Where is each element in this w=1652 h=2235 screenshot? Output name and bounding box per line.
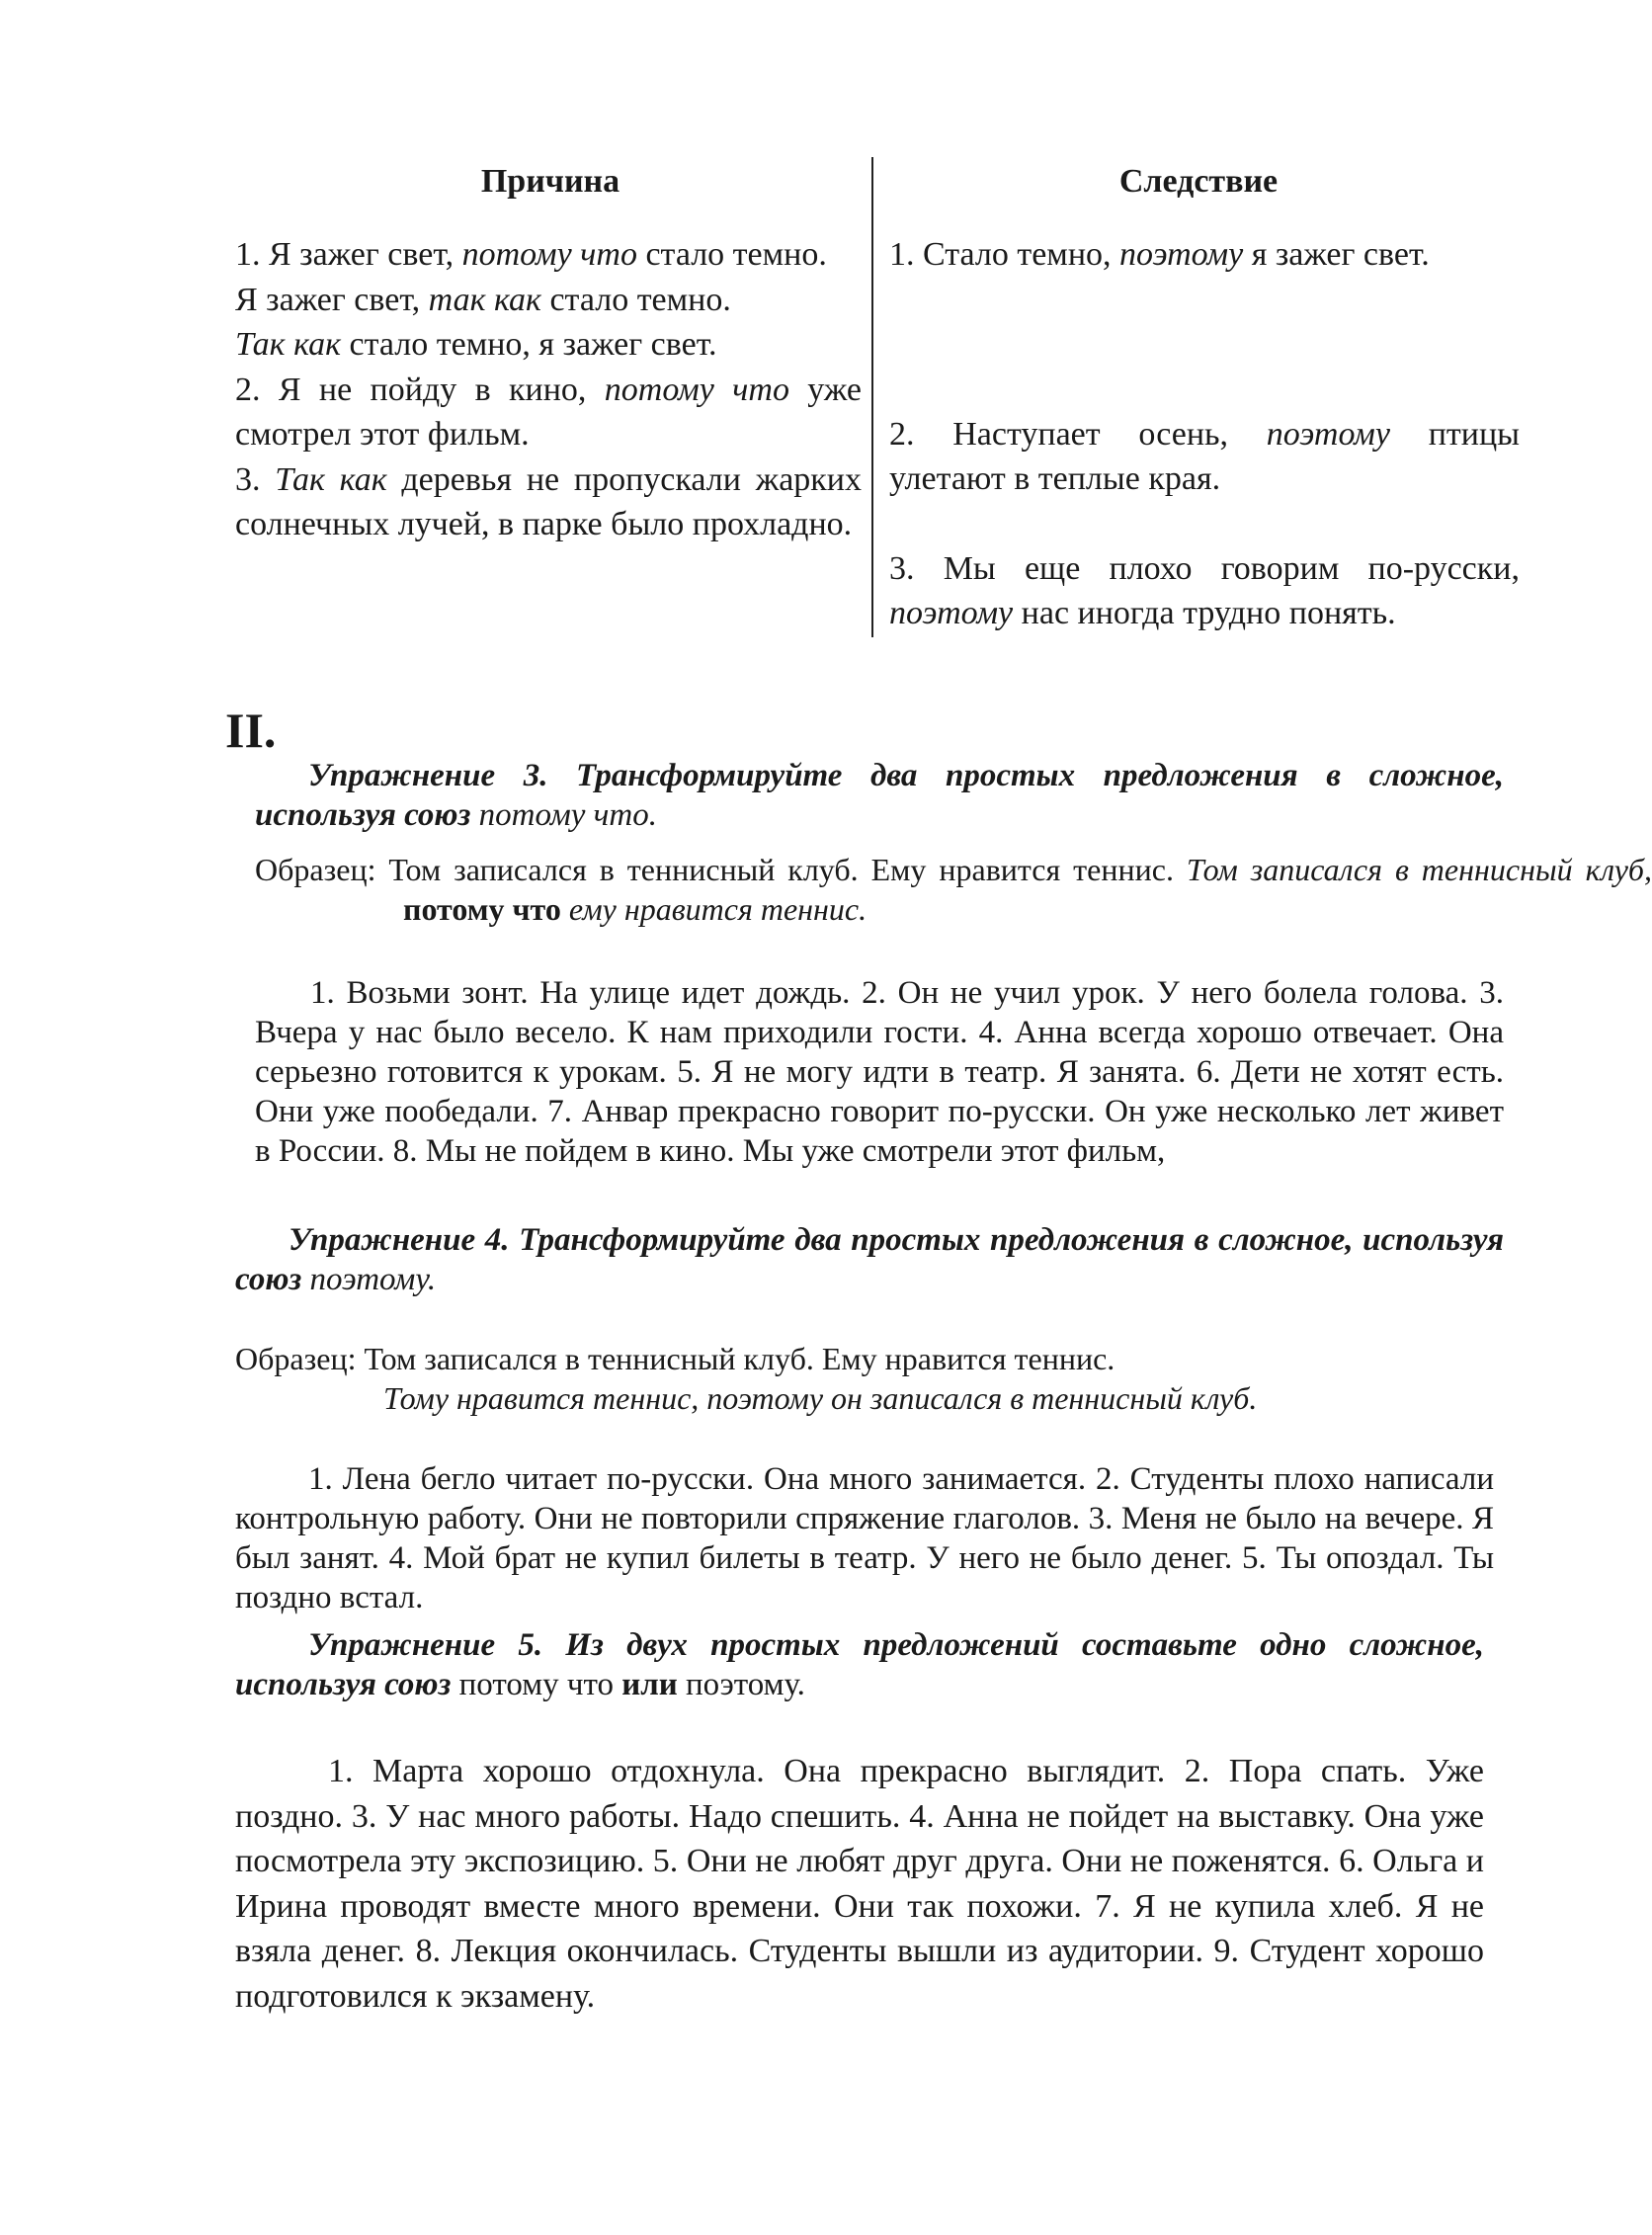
exercise-5-body: 1. Марта хорошо отдохнула. Она прекрасно выглядит. 2. Пора спать. Уже поздно. 3. У нас много работы. Надо спешить. 4. Анна не пойдет на выставку. Она уже посмотрела эту экспозицию. 5. Они не любят друг друга. Они не поженятся. 6. Ольга и Ирина проводят вместе много времени. Они так похожи. 7. Я не купила хлеб. Я не взяла денег. 8. Лекция окончилась. Студенты вышли из аудитории. 9. Студент хорошо подготовился к экзамену.	[235, 1753, 1484, 2015]
effect-column	[889, 232, 1520, 636]
exercise-4-sample	[235, 1339, 1504, 1418]
section-numeral: II.	[225, 703, 277, 758]
exercise-5-title: Упражнение 5. Из двух простых предложений составьте одно сложное, используя союз потому что или поэтому.	[235, 1627, 1484, 1702]
effect-item-3: 3. Мы еще плохо говорим по-русски, поэтому нас иногда трудно понять.	[889, 549, 1520, 631]
header-effect: Следствие	[1118, 163, 1279, 200]
exercise-4-sample-label: Образец: Том записался в теннисный клуб. Ему нравится теннис.	[235, 1341, 1115, 1376]
exercise-4-sample-answer: Тому нравится теннис, поэтому он записался в теннисный клуб.	[383, 1380, 1258, 1416]
cause-effect-table	[229, 153, 1524, 639]
exercise-4-title: Упражнение 4. Трансформируйте два простых предложения в сложное, используя союз поэтому.	[235, 1222, 1504, 1297]
cause-item-1c: Так как стало темно, я зажег свет.	[235, 326, 717, 363]
table-divider	[871, 157, 873, 637]
exercise-3-body: 1. Возьми зонт. На улице идет дождь. 2. Он не учил урок. У него болела голова. 3. Вчера у нас было весело. К нам приходили гости. 4. Анна всегда хорошо отвечает. Она серьезно готовится к урокам. 5. Я не могу идти в театр. Я занята. 6. Дети не хотят есть. Они уже пообедали. 7. Анвар прекрасно говорит по-русски. Он уже несколько лет живет в России. 8. Мы не пойдем в кино. Мы уже смотрели этот фильм,	[255, 975, 1504, 1169]
exercise-3-sample: Образец: Том записался в теннисный клуб. Ему нравится теннис. Том записался в теннисный клуб, потому что ему нравится теннис.	[255, 852, 1652, 927]
exercise-3-title: Упражнение 3. Трансформируйте два простых предложения в сложное, используя союз потому что.	[255, 758, 1504, 833]
effect-item-2: 2. Наступает осень, поэтому птицы улетают в теплые края.	[889, 415, 1520, 497]
cause-item-3: 3. Так как деревья не пропускали жарких солнечных лучей, в парке было прохладно.	[235, 460, 863, 542]
cause-column	[235, 232, 862, 547]
effect-item-1: 1. Стало темно, поэтому я зажег свет.	[889, 236, 1430, 273]
header-cause: Причина	[480, 163, 620, 200]
exercise-4-body: 1. Лена бегло читает по-русски. Она много занимается. 2. Студенты плохо написали контрольную работу. Они не повторили спряжение глаголов. 3. Меня не было на вечере. Я был занят. 4. Мой брат не купил билеты в театр. У него не было денег. 5. Ты опоздал. Ты поздно встал.	[235, 1461, 1494, 1615]
cause-item-2: 2. Я не пойду в кино, потому что уже смотрел этот фильм.	[235, 371, 862, 453]
cause-item-1b: Я зажег свет, так как стало темно.	[235, 281, 731, 318]
cause-item-1: 1. Я зажег свет, потому что стало темно.	[235, 236, 827, 273]
